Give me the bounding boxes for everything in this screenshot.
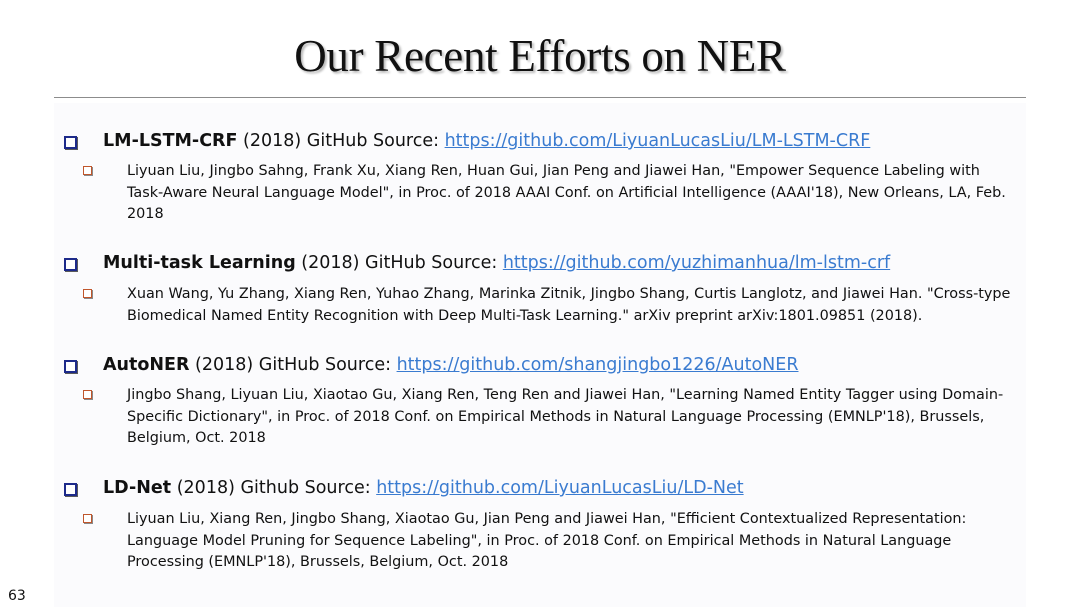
reference-text <box>127 161 1027 226</box>
project-year-source: (2018) GitHub Source: <box>189 355 397 375</box>
square-subbullet-icon <box>83 514 92 523</box>
reference-line: Belgium, Oct. 2018 <box>127 430 266 446</box>
reference-line: Specific Dictionary", in Proc. of 2018 Conf. on Empirical Methods in Natural Language Processing (EMNLP'18), Brussels, <box>127 408 985 425</box>
project-name: LM-LSTM-CRF <box>103 131 238 151</box>
reference-text <box>127 509 1027 574</box>
project-year-source: (2018) Github Source: <box>171 478 377 498</box>
reference-line: Xuan Wang, Yu Zhang, Xiang Ren, Yuhao Zhang, Marinka Zitnik, Jingbo Shang, Curtis Langlotz, and Jiawei Han. "Cross-type <box>127 286 1011 302</box>
square-bullet-icon <box>64 258 77 271</box>
square-bullet-icon <box>64 483 77 496</box>
github-link[interactable]: https://github.com/yuzhimanhua/lm-lstm-crf <box>502 253 891 273</box>
reference-line: Language Model Pruning for Sequence Labeling", in Proc. of 2018 Conf. on Empirical Methods in Natural Language <box>127 532 952 549</box>
reference-line: Jingbo Shang, Liyuan Liu, Xiaotao Gu, Xiang Ren, Teng Ren and Jiawei Han, "Learning Named Entity Tagger using Domain- <box>127 387 1004 403</box>
square-bullet-icon <box>64 136 77 149</box>
square-subbullet-icon <box>83 166 92 175</box>
reference-line: 2018 <box>127 206 164 222</box>
entry-heading <box>103 477 744 499</box>
reference-line: Biomedical Named Entity Recognition with Deep Multi-Task Learning." arXiv preprint arXiv:1801.09851 (2018). <box>127 307 923 324</box>
entry-heading <box>103 130 870 152</box>
reference-line: Liyuan Liu, Jingbo Sahng, Frank Xu, Xiang Ren, Huan Gui, Jian Peng and Jiawei Han, "Empower Sequence Labeling with <box>127 163 980 179</box>
square-subbullet-icon <box>83 390 92 399</box>
project-year-source: (2018) GitHub Source: <box>295 253 503 273</box>
project-name: LD-Net <box>103 478 172 498</box>
reference-line: Task-Aware Neural Language Model", in Proc. of 2018 AAAI Conf. on Artificial Intelligence (AAAI'18), New Orleans, LA, Feb. <box>127 184 1006 201</box>
title-divider <box>54 97 1026 98</box>
github-link[interactable]: https://github.com/LiyuanLucasLiu/LD-Net <box>376 478 744 498</box>
slide-title: Our Recent Efforts on NER <box>294 31 786 81</box>
reference-line: Processing (EMNLP'18), Brussels, Belgium, Oct. 2018 <box>127 554 509 570</box>
square-bullet-icon <box>64 360 77 373</box>
square-subbullet-icon <box>83 289 92 298</box>
github-link[interactable]: https://github.com/LiyuanLucasLiu/LM-LSTM-CRF <box>444 131 871 151</box>
github-link[interactable]: https://github.com/shangjingbo1226/AutoNER <box>396 355 799 375</box>
reference-line: Liyuan Liu, Xiang Ren, Jingbo Shang, Xiaotao Gu, Jian Peng and Jiawei Han, "Efficient Contextualized Representation: <box>127 511 967 527</box>
entry-heading <box>103 354 799 376</box>
page-number: 63 <box>8 588 26 604</box>
project-year-source: (2018) GitHub Source: <box>237 131 445 151</box>
entry-heading <box>103 252 890 274</box>
project-name: AutoNER <box>103 355 190 375</box>
reference-text <box>127 385 1027 450</box>
project-name: Multi-task Learning <box>103 253 296 273</box>
reference-text <box>127 284 1027 327</box>
